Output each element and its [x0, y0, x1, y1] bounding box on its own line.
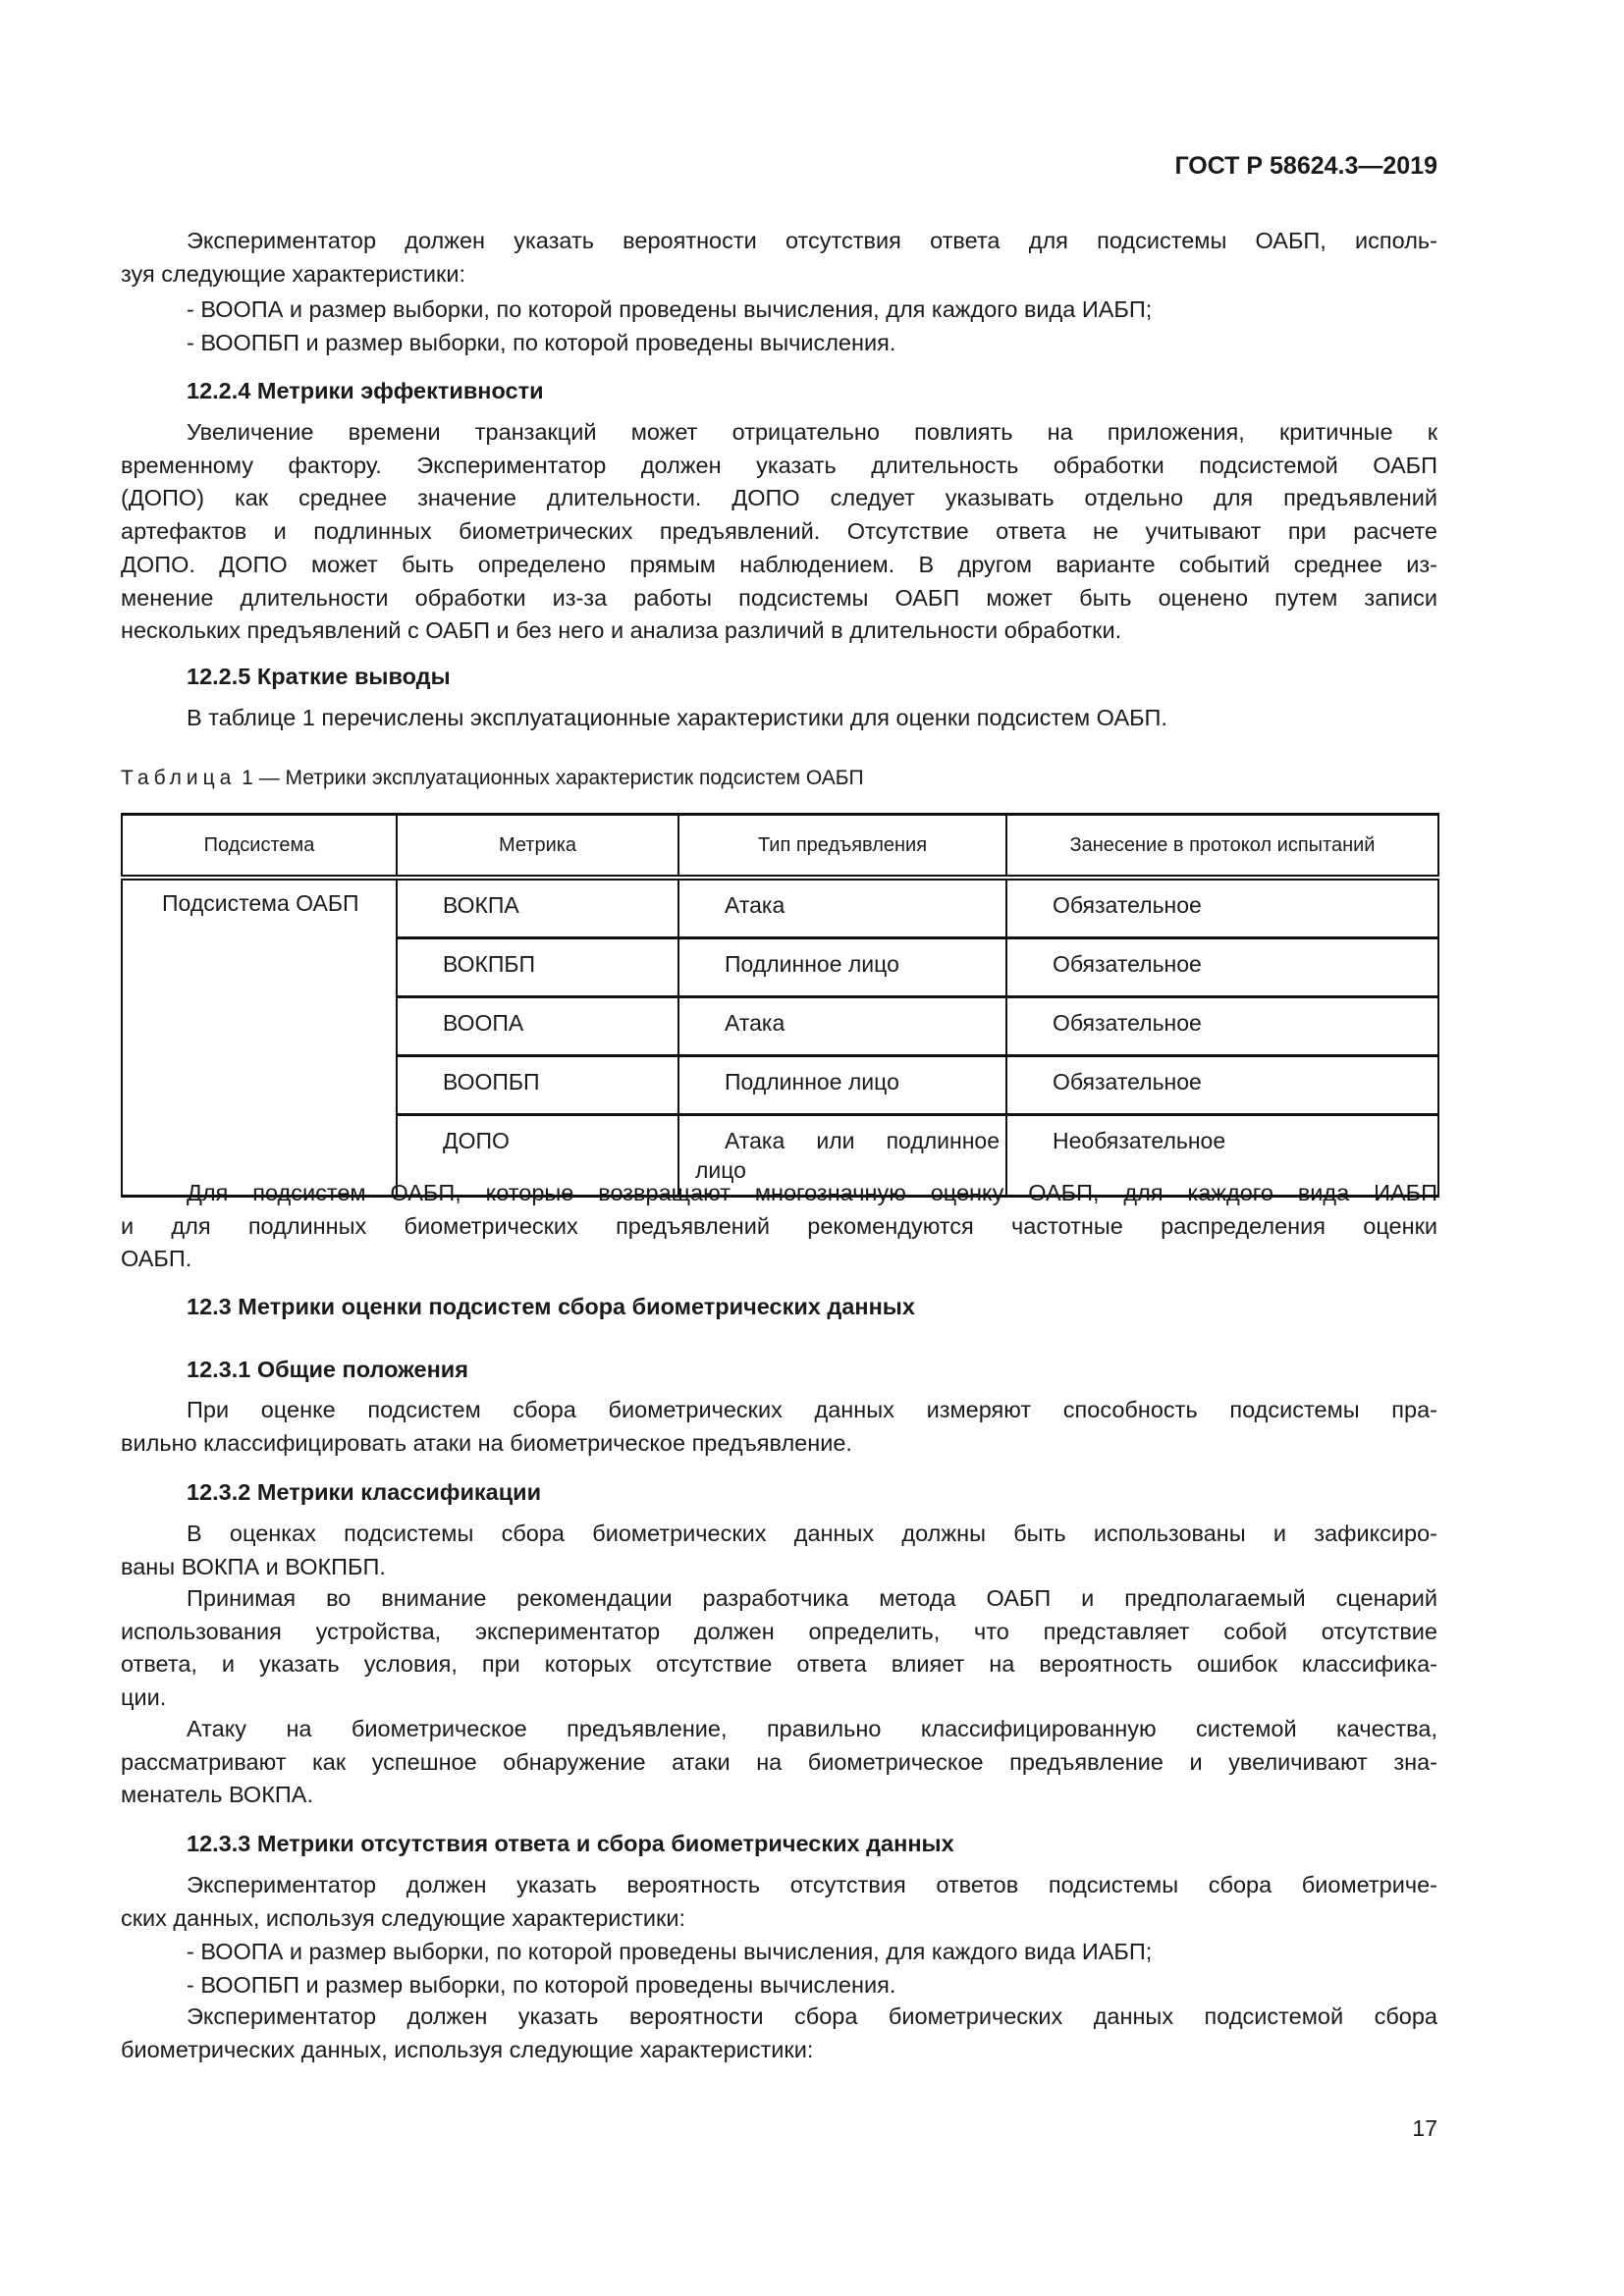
paragraph-line: вильно классифицировать атаки на биометрическое предъявление.: [121, 1429, 852, 1456]
paragraph-line: ваны ВОКПА и ВОКПБП.: [121, 1553, 386, 1579]
paragraph-line: Экспериментатор должен указать вероятности сбора биометрических данных подсистемой сбора: [187, 2003, 1437, 2029]
type-cell: Подлинное лицо: [678, 938, 1006, 997]
section-heading: 12.3.1 Общие положения: [187, 1357, 468, 1382]
section-heading: 12.2.4 Метрики эффективности: [187, 378, 544, 403]
section-heading: 12.3.3 Метрики отсутствия ответа и сбора биометрических данных: [187, 1831, 954, 1856]
paragraph-line: временному фактору. Экспериментатор должен указать длительность обработки подсистемой ОАБП: [121, 452, 1437, 478]
paragraph-line: Экспериментатор должен указать вероятность отсутствия ответов подсистемы сбора биометриче-: [187, 1872, 1437, 1897]
record-cell: Обязательное: [1006, 997, 1438, 1056]
metric-cell: ВОКПБП: [397, 938, 678, 997]
paragraph-line: биометрических данных, используя следующие характеристики:: [121, 2036, 814, 2062]
paragraph-line: При оценке подсистем сбора биометрических данных измеряют способность подсистемы пра-: [187, 1397, 1437, 1422]
paragraph-line: ДОПО. ДОПО может быть определено прямым наблюдением. В другом варианте событий среднее из-: [121, 551, 1437, 577]
paragraph-line: Для подсистем ОАБП, которые возвращают многозначную оценку ОАБП, для каждого вида ИАБП: [187, 1180, 1437, 1205]
metric-cell: ВОКПА: [397, 878, 678, 938]
paragraph-line: Принимая во внимание рекомендации разработчика метода ОАБП и предполагаемый сценарий: [187, 1585, 1437, 1611]
metric-cell: ДОПО: [397, 1115, 678, 1197]
paragraph-line: менение длительности обработки из-за работы подсистемы ОАБП может быть оценено путем записи: [121, 584, 1437, 611]
paragraph-line: Экспериментатор должен указать вероятности отсутствия ответа для подсистемы ОАБП, исполь-: [187, 228, 1437, 253]
metric-cell: ВООПА: [397, 997, 678, 1056]
paragraph-line: и для подлинных биометрических предъявлений рекомендуются частотные распределения оценки: [121, 1212, 1437, 1239]
type-line: лицо: [695, 1157, 746, 1183]
list-item: - ВООПБП и размер выборки, по которой проведены вычисления.: [187, 1971, 896, 1998]
paragraph-line: ции.: [121, 1684, 167, 1711]
paragraph-line: ответа, и указать условия, при которых отсутствие ответа влияет на вероятность ошибок классифика-: [121, 1651, 1437, 1678]
list-item: - ВООПБП и размер выборки, по которой проведены вычисления.: [187, 329, 896, 355]
document-id: ГОСТ Р 58624.3—2019: [1174, 152, 1437, 180]
paragraph-line: зуя следующие характеристики:: [121, 260, 465, 287]
type-cell: Атака: [678, 878, 1006, 938]
section-heading: 12.2.5 Краткие выводы: [187, 664, 451, 689]
list-item: - ВООПА и размер выборки, по которой проведены вычисления, для каждого вида ИАБП;: [187, 1939, 1153, 1964]
paragraph-line: менатель ВОКПА.: [121, 1782, 313, 1808]
paragraph-line: рассматривают как успешное обнаружение атаки на биометрическое предъявление и увеличивают зна-: [121, 1748, 1437, 1775]
metrics-table: [121, 813, 1439, 1198]
table-caption: [121, 765, 864, 792]
page-number: 17: [1412, 2115, 1437, 2141]
subsystem-cell: Подсистема ОАБП: [122, 878, 397, 1197]
section-heading: 12.3 Метрики оценки подсистем сбора биометрических данных: [187, 1294, 915, 1319]
paragraph-line: артефактов и подлинных биометрических предъявлений. Отсутствие ответа не учитывают при расчете: [121, 518, 1437, 545]
column-header: Занесение в протокол испытаний: [1006, 815, 1438, 879]
table-header-row: [122, 815, 1438, 879]
section-heading: 12.3.2 Метрики классификации: [187, 1479, 542, 1505]
paragraph-line: Атаку на биометрическое предъявление, правильно классифицированную системой качества,: [187, 1716, 1437, 1741]
table-caption-word: Таблица: [121, 767, 237, 789]
paragraph-line: ских данных, используя следующие характеристики:: [121, 1904, 685, 1931]
record-cell: Обязательное: [1006, 878, 1438, 938]
column-header: Тип предъявления: [678, 815, 1006, 879]
list-item: - ВООПА и размер выборки, по которой проведены вычисления, для каждого вида ИАБП;: [187, 296, 1153, 322]
column-header: Метрика: [397, 815, 678, 879]
paragraph-line: ОАБП.: [121, 1246, 192, 1272]
paragraph-line: нескольких предъявлений с ОАБП и без него и анализа различий в длительности обработки.: [121, 617, 1122, 644]
type-cell: [678, 1115, 1006, 1197]
paragraph-line: использования устройства, экспериментатор должен определить, что представляет собой отсутствие: [121, 1618, 1437, 1644]
record-cell: Обязательное: [1006, 938, 1438, 997]
record-cell: Обязательное: [1006, 1056, 1438, 1115]
column-header: Подсистема: [122, 815, 397, 879]
type-cell: Атака: [678, 997, 1006, 1056]
table-row: [122, 878, 1438, 938]
type-cell: Подлинное лицо: [678, 1056, 1006, 1115]
record-cell: Необязательное: [1006, 1115, 1438, 1197]
paragraph-line: В таблице 1 перечислены эксплуатационные характеристики для оценки подсистем ОАБП.: [187, 705, 1167, 730]
paragraph-line: (ДОПО) как среднее значение длительности. ДОПО следует указывать отдельно для предъявлений: [121, 485, 1437, 511]
paragraph-line: В оценках подсистемы сбора биометрических данных должны быть использованы и зафиксиро-: [187, 1521, 1437, 1546]
type-line: Атака или подлинное: [725, 1128, 1000, 1153]
table-caption-title: 1 — Метрики эксплуатационных характеристик подсистем ОАБП: [236, 767, 864, 789]
metric-cell: ВООПБП: [397, 1056, 678, 1115]
paragraph-line: Увеличение времени транзакций может отрицательно повлиять на приложения, критичные к: [187, 419, 1437, 445]
